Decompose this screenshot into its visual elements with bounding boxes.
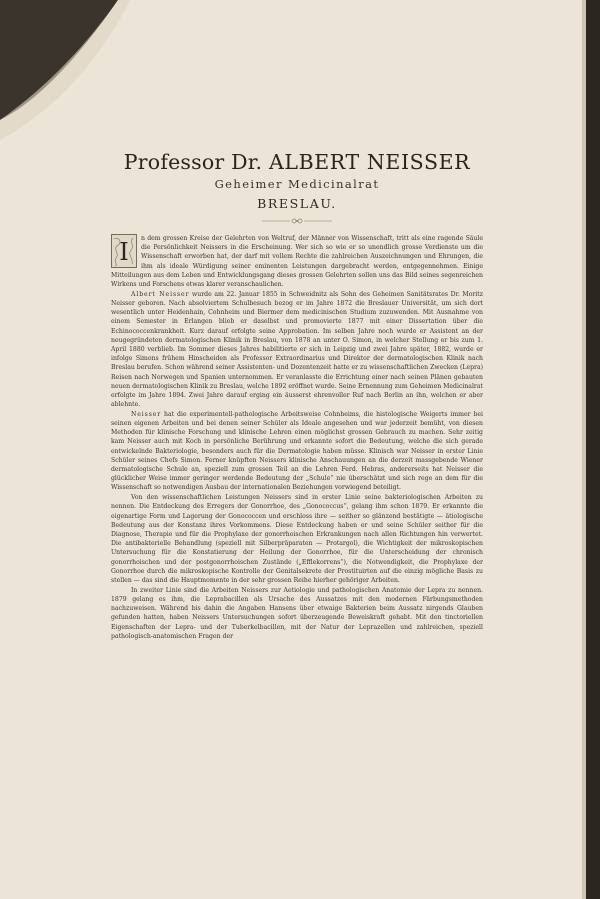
- page-city: BRESLAU.: [257, 196, 337, 211]
- paragraph-gonococcus: Von den wissenschaftlichen Leistungen Neissers sind in erster Linie seine bakteriologischen Arbeiten zu nennen. Die Entdeckung des Erregers der Gonorrhoe, des „Gonococcus“, gelang ihm schon 1879. Er erkannte die eigenartige Form und Lagerung der Gonococcen und erschloss ihre — seither so glänzend bestätigte — ätiologische Bedeutung aus der Konstanz ihres Vorkommens. Diese Entdeckung haben er und seine Schüler seither für die Diagnose, Therapie und für die Prophylaxe der gonorrhoischen Erkrankungen nach allen Richtungen hin verwertet. Die antibakterielle Behandlung (speziell mit Silberpräparaten — Protargol), die Wichtigkeit der mikroskopischen Untersuchung für die Konstatierung der Heilung der Gonorrhoe, für die Unterscheidung der chronisch gonorrhoischen und der postgonorrhoischen Zustände („Efflekorrens“), die Notwendigkeit, die Prophylaxe der Gonorrhoe durch die mikroskopische Kontrolle der Genitalsekrete der Prostituirten auf die einzig mögliche Basis zu stellen — das sind die Hauptmomente in der sehr grossen Reihe hierher gehöriger Arbeiten.: [111, 494, 483, 585]
- dropcap-ornament-icon: [111, 234, 137, 268]
- divider-ornament-icon: [262, 217, 332, 225]
- page-subtitle: Geheimer Medicinalrat: [214, 177, 380, 191]
- page-title: [111, 150, 483, 174]
- paragraph-lepra: In zweiter Linie sind die Arbeiten Neissers zur Aetiologie und pathologischen Anatomie der Lepra zu nennen. 1879 gelang es ihm, die Leprabacillen als Ursache des Aussatzes mit den modernen Färbungsmethoden nachzuweisen. Während bis dahin die Angaben Hansens über etwaige Bakterien beim Aussatz nirgends Glauben gefunden hatten, haben Neissers Untersuchungen sofort überzeugende Beweiskraft gehabt. Mit den tinctoriellen Eigenschaften der Lepra- und der Tuberkelbacillen, mit der Natur der Leprazellen und zahlreichen, speziell pathologisch-anatomischen Fragen der: [111, 586, 483, 640]
- paragraph-intro: [111, 234, 483, 289]
- paragraph-methods: [111, 410, 483, 493]
- title-name: ALBERT NEISSER: [268, 150, 471, 174]
- paragraph-methods-text: hat die experimentell-pathologische Arbeitsweise Cohnheims, die histologische Weigerts immer bei seinen eigenen Arbeiten und bei denen seiner Schüler als Ideale angesehen und war jederzeit bemüht, von diesen Methoden für klinische Forschung und klinische Lehren einen möglichst grossen Gebrauch zu machen. Sehr zeitig kam Neisser auch mit Koch in persönliche Berührung und erkannte sofort die Bedeutung, welche die sich gerade entwickelnde Bakteriologie, besonders auch für die Dermatologie haben müsse. Klinisch war Neisser in erster Linie Schüler seines Chefs Simon. Ferner knüpften Neissers klinische Anschauungen an die derzeit massgebende Wiener dermatologische Schule an, speziell zum grossen Teil an die Lehren Ferd. Hebras, andererseits hat Neisser die glücklicher Weise immer geringer werdende Bedeutung der „Schule“ nie überschätzt und sich rege an dem für die Wissenschaft so notwendigen Ausbau der internationalen Beziehungen vorwiegend beteiligt.: [111, 410, 483, 492]
- title-prefix: Professor Dr.: [123, 150, 269, 174]
- person-name-2: Neisser: [131, 410, 162, 418]
- paragraph-intro-text: n dem grossen Kreise der Gelehrten von Weltruf, der Männer von Wissenschaft, tritt als eine ragende Säule die Persönlichkeit Neissers in die Erscheinung. Wer sich so wie er so unendlich grosse Verdienste um die Wissenschaft erworben hat, der darf mit vollem Rechte die zahlreichen Auszeichnungen und Ehrungen, die ihm als ideale Würdigung seiner eminenten Leistungen dargebracht werden, entgegennehmen. Einige Mitteilungen aus dem Leben und Entwicklungsgang dieses grossen Gelehrten sollen uns das Bild seines segenreichen Wirkens und Forschens etwas klarer veranschaulichen.: [111, 235, 483, 289]
- page-content: [111, 150, 483, 641]
- person-name: Albert Neisser: [131, 290, 190, 298]
- paragraph-biography: [111, 290, 483, 410]
- svg-text:I: I: [119, 238, 129, 266]
- paragraph-biography-text: wurde am 22. Januar 1855 in Schweidnitz als Sohn des Geheimen Sanitätsrates Dr. Moritz Neisser geboren. Nach absolviertem Schulbesuch bezog er im Jahre 1872 die Breslauer Universität, um sich dort wesentlich unter Heidenhain, Cohnheim und Biermer dem medicinischen Studium zuzuwenden. Mit Ausnahme von einem Semester in Erlangen blieb er daselbst und promovierte 1877 mit einer Dissertation über die Echinococcenkrankheit. Kurz darauf erfolgte seine Approbation. Im selben Jahre noch wurde er Assistent an der neugegründeten dermatologischen Klinik in Breslau, von 1878 an unter O. Simon, in welcher Stellung er bis zum 1. April 1880 verblieb. Im Sommer dieses Jahres habilitierte er sich in Leipzig und zwei Jahre später, 1882, wurde er infolge Simons frühem Hinscheiden als Professor Extraordinarius und Direktor der dermatologischen Klinik nach Breslau berufen. Schon während seiner Assistenten- und Dozentenzeit hatte er zu wissenschaftlichen Zwecken (Lepra) Reisen nach Norwegen und Spanien unternommen. Er veranlasste die Errichtung einer nach seinen Plänen gebauten neuen dermatologischen Klinik zu Breslau, welche 1892 eröffnet wurde. Seine Ernennung zum Geheimen Medicinalrat erfolgte im Jahre 1894. Zwei Jahre darauf erging ein äusserst ehrenvoller Ruf nach Berlin an ihn, welchen er aber ablehnte.: [111, 290, 483, 409]
